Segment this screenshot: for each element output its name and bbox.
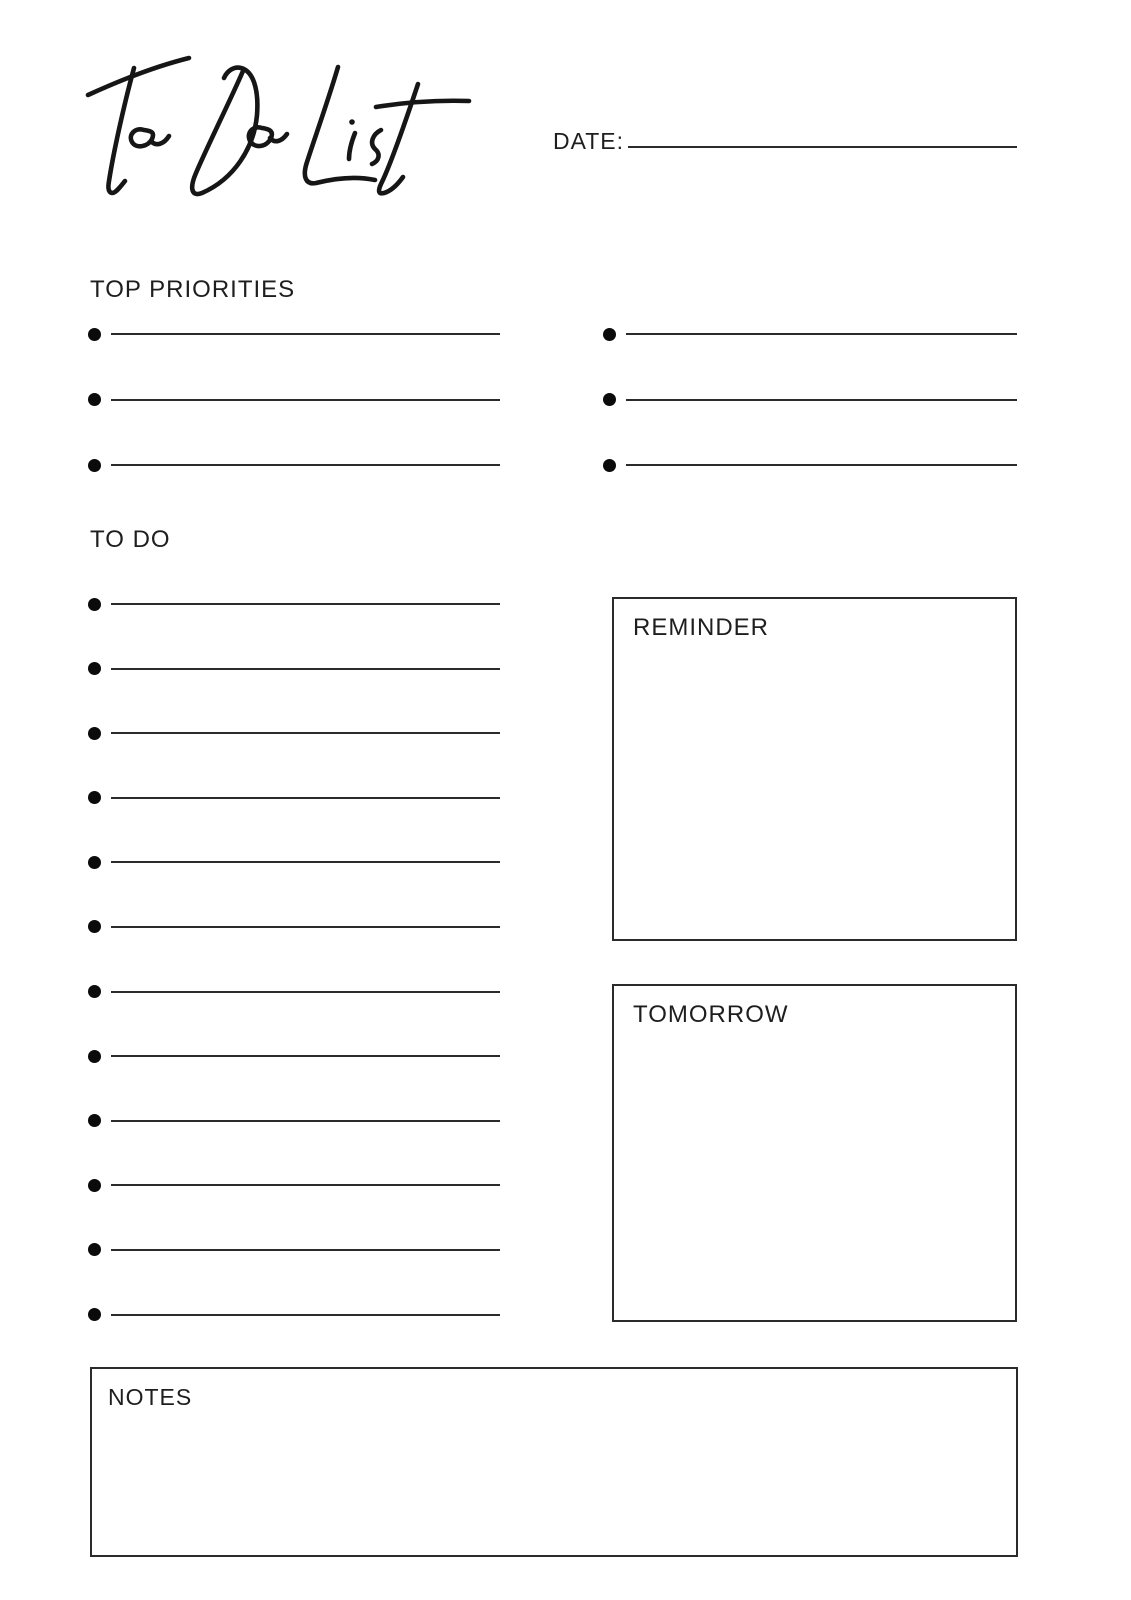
reminder-box bbox=[612, 597, 1017, 941]
list-item bbox=[88, 662, 500, 676]
bullet-dot-icon bbox=[88, 1308, 101, 1321]
write-in-line[interactable] bbox=[111, 399, 500, 401]
list-item bbox=[603, 458, 1017, 472]
list-item bbox=[88, 1114, 500, 1128]
write-in-line[interactable] bbox=[111, 464, 500, 466]
bullet-dot-icon bbox=[88, 1114, 101, 1127]
write-in-line[interactable] bbox=[111, 1249, 500, 1251]
write-in-line[interactable] bbox=[111, 732, 500, 734]
list-item bbox=[88, 726, 500, 740]
bullet-dot-icon bbox=[88, 856, 101, 869]
date-value[interactable] bbox=[640, 118, 1010, 144]
reminder-heading: REMINDER bbox=[633, 614, 770, 641]
write-in-line[interactable] bbox=[111, 991, 500, 993]
bullet-dot-icon bbox=[88, 727, 101, 740]
page-title-text bbox=[85, 205, 86, 206]
title-script-art bbox=[85, 45, 480, 205]
bullet-dot-icon bbox=[88, 1179, 101, 1192]
bullet-dot-icon bbox=[88, 662, 101, 675]
write-in-line[interactable] bbox=[111, 797, 500, 799]
notes-heading: NOTES bbox=[108, 1384, 193, 1410]
write-in-line[interactable] bbox=[111, 1184, 500, 1186]
bullet-dot-icon bbox=[603, 328, 616, 341]
list-item bbox=[88, 920, 500, 934]
tomorrow-heading: TOMORROW bbox=[633, 1001, 789, 1028]
list-item bbox=[88, 1049, 500, 1063]
write-in-line[interactable] bbox=[111, 861, 500, 863]
todo-heading: TO DO bbox=[90, 526, 171, 553]
tomorrow-content-area[interactable] bbox=[618, 1036, 1011, 1316]
write-in-line[interactable] bbox=[111, 1120, 500, 1122]
list-item bbox=[88, 985, 500, 999]
bullet-dot-icon bbox=[88, 1243, 101, 1256]
write-in-line[interactable] bbox=[111, 333, 500, 335]
list-item bbox=[88, 327, 500, 341]
tomorrow-box bbox=[612, 984, 1017, 1322]
bullet-dot-icon bbox=[88, 920, 101, 933]
write-in-line[interactable] bbox=[626, 333, 1017, 335]
bullet-dot-icon bbox=[88, 459, 101, 472]
bullet-dot-icon bbox=[88, 328, 101, 341]
list-item bbox=[88, 393, 500, 407]
top-priorities-heading: TOP PRIORITIES bbox=[90, 276, 296, 303]
write-in-line[interactable] bbox=[111, 926, 500, 928]
list-item bbox=[603, 327, 1017, 341]
list-item bbox=[88, 1178, 500, 1192]
notes-box bbox=[90, 1367, 1018, 1557]
write-in-line[interactable] bbox=[626, 464, 1017, 466]
bullet-dot-icon bbox=[603, 393, 616, 406]
bullet-dot-icon bbox=[88, 598, 101, 611]
page-title bbox=[85, 45, 480, 205]
bullet-dot-icon bbox=[88, 985, 101, 998]
write-in-line[interactable] bbox=[626, 399, 1017, 401]
write-in-line[interactable] bbox=[111, 1055, 500, 1057]
top-priorities-left-list bbox=[88, 327, 500, 472]
bullet-dot-icon bbox=[88, 393, 101, 406]
reminder-content-area[interactable] bbox=[618, 649, 1011, 935]
list-item bbox=[88, 597, 500, 611]
notes-content-area[interactable] bbox=[96, 1419, 1012, 1551]
date-label: DATE: bbox=[553, 128, 625, 154]
list-item bbox=[88, 1243, 500, 1257]
bullet-dot-icon bbox=[88, 1050, 101, 1063]
date-input-line[interactable] bbox=[628, 146, 1017, 148]
todo-list bbox=[88, 597, 500, 1322]
list-item bbox=[88, 1308, 500, 1322]
top-priorities-right-list bbox=[603, 327, 1017, 472]
write-in-line[interactable] bbox=[111, 1314, 500, 1316]
write-in-line[interactable] bbox=[111, 603, 500, 605]
bullet-dot-icon bbox=[88, 791, 101, 804]
list-item bbox=[88, 791, 500, 805]
list-item bbox=[88, 458, 500, 472]
list-item bbox=[88, 855, 500, 869]
bullet-dot-icon bbox=[603, 459, 616, 472]
list-item bbox=[603, 393, 1017, 407]
write-in-line[interactable] bbox=[111, 668, 500, 670]
